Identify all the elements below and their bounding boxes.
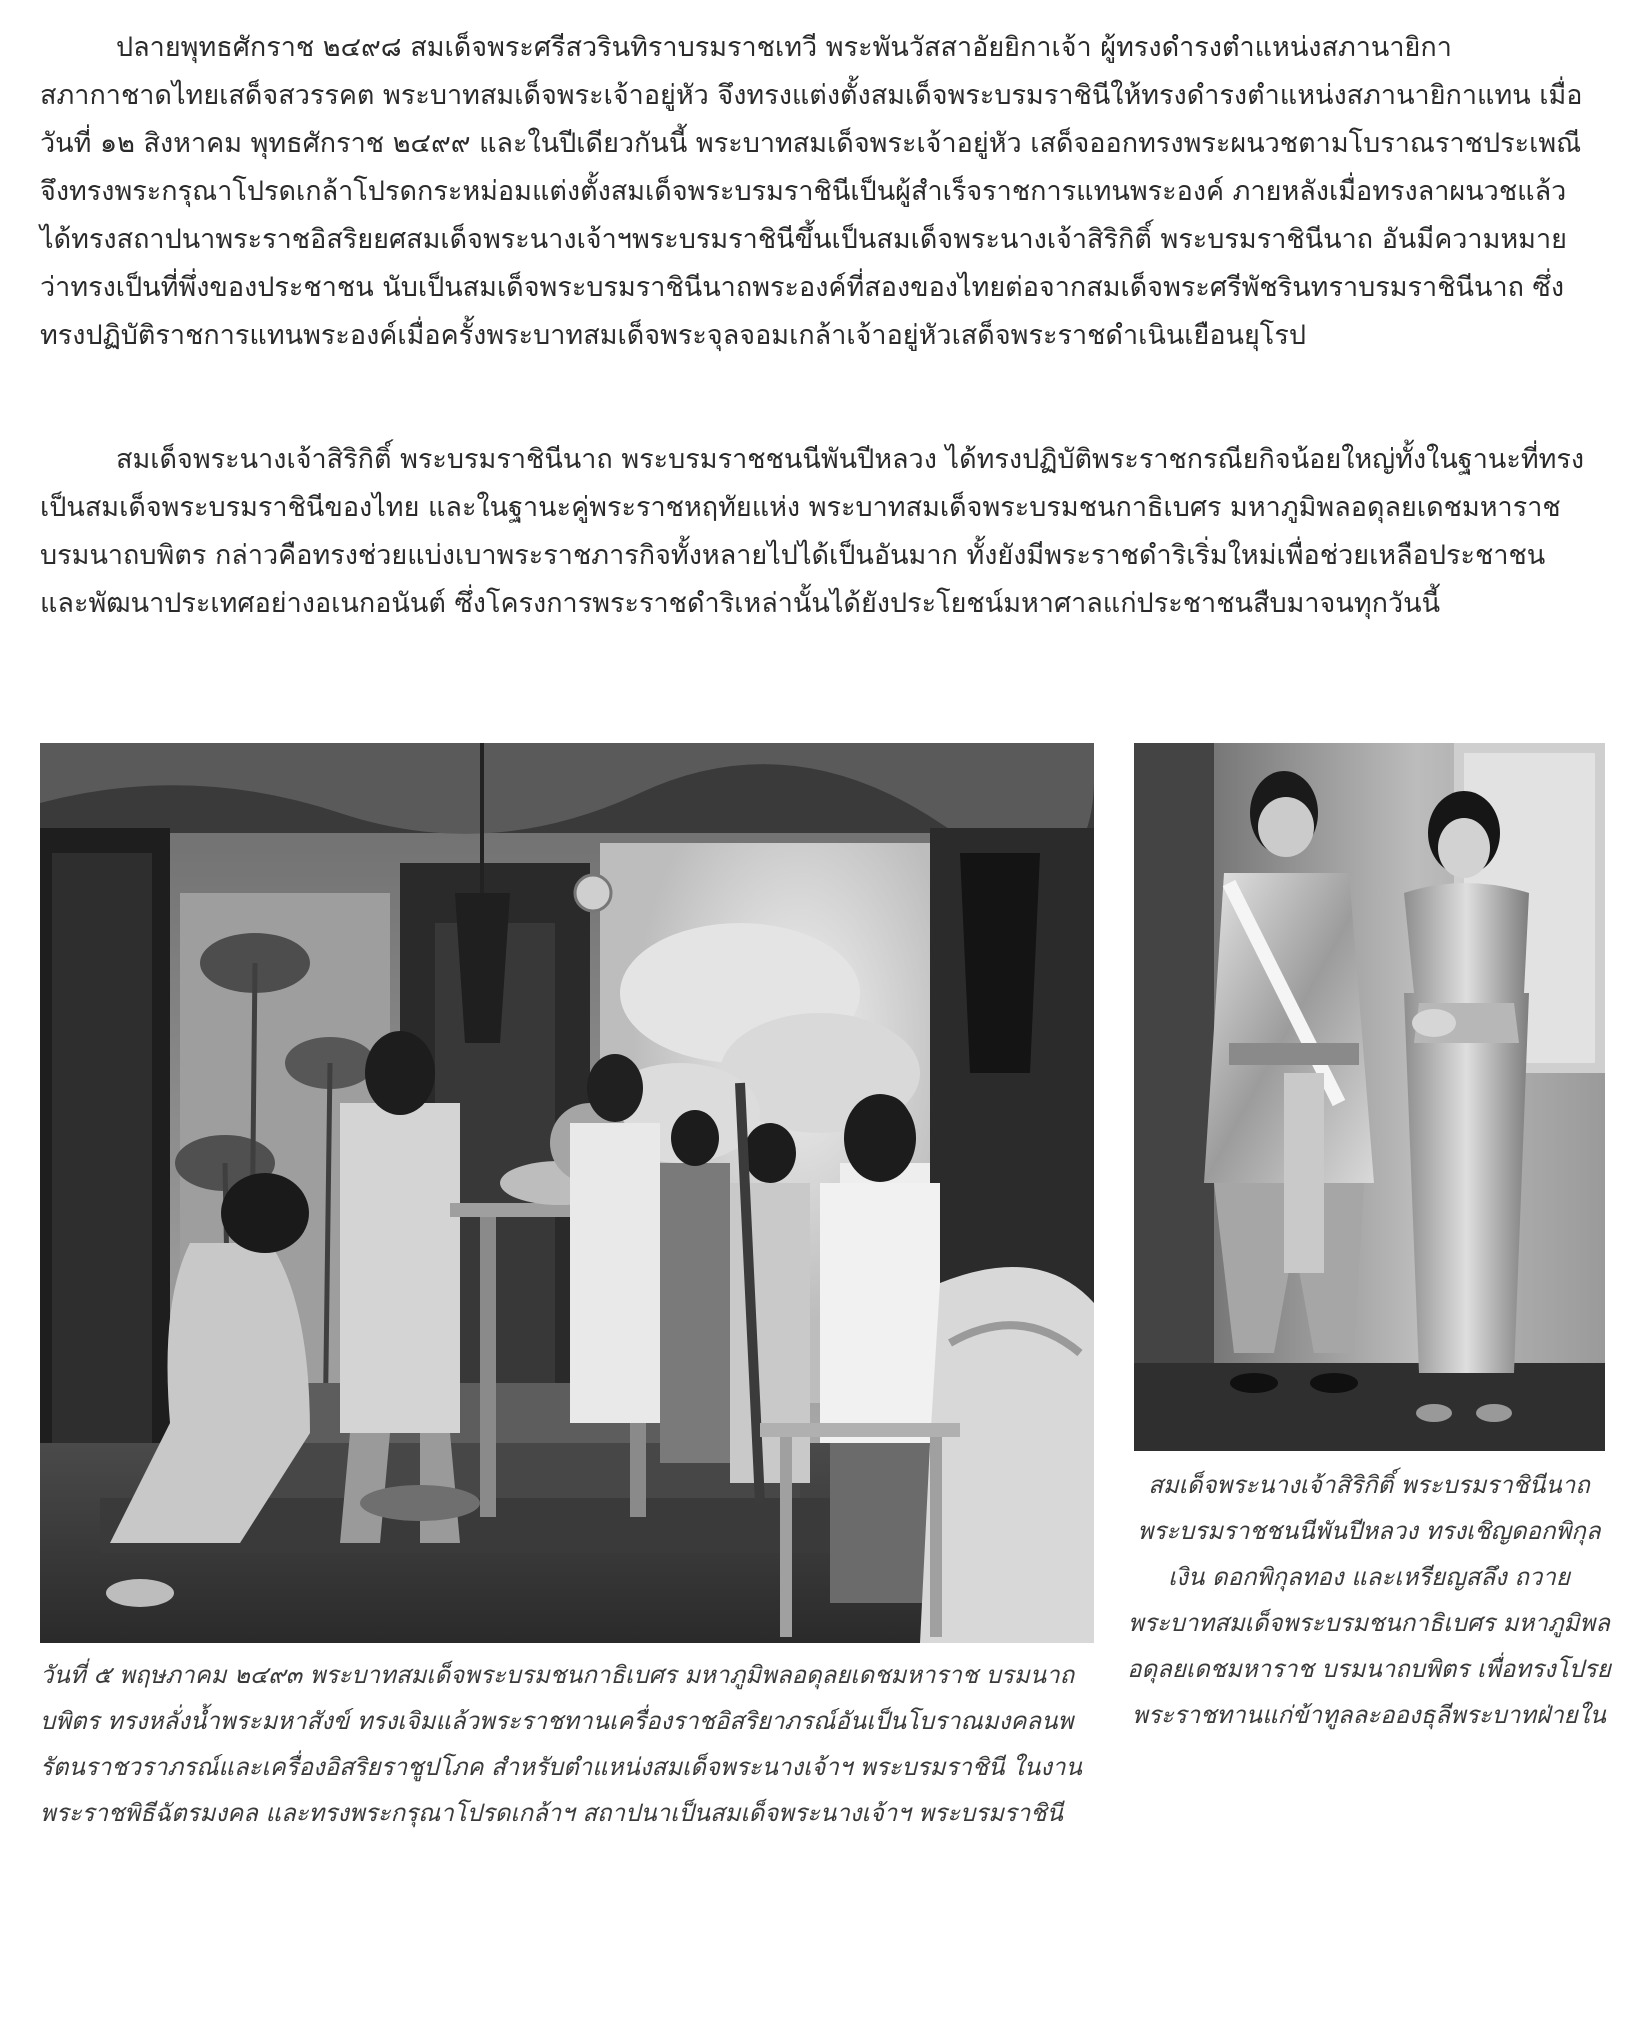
royal-couple-photo-illustration <box>1134 743 1605 1451</box>
paragraph-1 <box>40 24 1590 360</box>
ceremony-photo-caption: วันที่ ๕ พฤษภาคม ๒๔๙๓ พระบาทสมเด็จพระบรมชนกาธิเบศร มหาภูมิพลอดุลยเดชมหาราช บรมนาถบพิตร ทรงหลั่งน้ำพระมหาสังข์ ทรงเจิมแล้วพระราชทานเครื่องราชอิสริยาภรณ์อันเป็นโบราณมงคลนพรัตนราชวราภรณ์และเครื่องอิสริยราชูปโภค สำหรับตำแหน่งสมเด็จพระนางเจ้าฯ พระบรมราชินี ในงานพระราชพิธีฉัตรมงคล และทรงพระกรุณาโปรดเกล้าฯ สถาปนาเป็นสมเด็จพระนางเจ้าฯ พระบรมราชินี <box>40 1661 1082 1827</box>
royal-couple-photo-caption: สมเด็จพระนางเจ้าสิริกิติ์ พระบรมราชินีนาถ พระบรมราชชนนีพันปีหลวง ทรงเชิญดอกพิกุลเงิน ดอกพิกุลทอง และเหรียญสลึง ถวายพระบาทสมเด็จพระบรมชนกาธิเบศร มหาภูมิพลอดุลยเดชมหาราช บรมนาถบพิตร เพื่อทรงโปรยพระราชทานแก่ข้าทูลละอองธุลีพระบาทฝ่ายใน <box>1127 1471 1611 1729</box>
paragraph-1-text: ปลายพุทธศักราช ๒๔๙๘ สมเด็จพระศรีสวรินทิราบรมราชเทวี พระพันวัสสาอัยยิกาเจ้า ผู้ทรงดำรงตำแหน่งสภานายิกาสภากาชาดไทยเสด็จสวรรคต พระบาทสมเด็จพระเจ้าอยู่หัว จึงทรงแต่งตั้งสมเด็จพระบรมราชินีให้ทรงดำรงตำแหน่งสภานายิกาแทน เมื่อวันที่ ๑๒ สิงหาคม พุทธศักราช ๒๔๙๙ และในปีเดียวกันนี้ พระบาทสมเด็จพระเจ้าอยู่หัว เสด็จออกทรงพระผนวชตามโบราณราชประเพณี จึงทรงพระกรุณาโปรดเกล้าโปรดกระหม่อมแต่งตั้งสมเด็จพระบรมราชินีเป็นผู้สำเร็จราชการแทนพระองค์ ภายหลังเมื่อทรงลาผนวชแล้ว ได้ทรงสถาปนาพระราชอิสริยยศสมเด็จพระนางเจ้าฯพระบรมราชินีขึ้นเป็นสมเด็จพระนางเจ้าสิริกิติ์ พระบรมราชินีนาถ อันมีความหมายว่าทรงเป็นที่พึ่งของประชาชน นับเป็นสมเด็จพระบรมราชินีนาถพระองค์ที่สองของไทยต่อจากสมเด็จพระศรีพัชรินทราบรมราชินีนาถ ซึ่งทรงปฏิบัติราชการแทนพระองค์เมื่อครั้งพระบาทสมเด็จพระจุลจอมเกล้าเจ้าอยู่หัวเสด็จพระราชดำเนินเยือนยุโรป <box>40 32 1583 351</box>
ceremony-photo-illustration <box>40 743 1094 1643</box>
paragraph-2-text: สมเด็จพระนางเจ้าสิริกิติ์ พระบรมราชินีนาถ พระบรมราชชนนีพันปีหลวง ได้ทรงปฏิบัติพระราชกรณียกิจน้อยใหญ่ทั้งในฐานะที่ทรงเป็นสมเด็จพระบรมราชินีของไทย และในฐานะคู่พระราชหฤทัยแห่ง พระบาทสมเด็จพระบรมชนกาธิเบศร มหาภูมิพลอดุลยเดชมหาราช บรมนาถบพิตร กล่าวคือทรงช่วยแบ่งเบาพระราชภารกิจทั้งหลายไปได้เป็นอันมาก ทั้งยังมีพระราชดำริเริ่มใหม่เพื่อช่วยเหลือประชาชนและพัฒนาประเทศอย่างอเนกอนันต์ ซึ่งโครงการพระราชดำริเหล่านั้นได้ยังประโยชน์มหาศาลแก่ประชาชนสืบมาจนทุกวันนี้ <box>40 444 1585 619</box>
paragraph-2 <box>40 436 1590 628</box>
ceremony-photo <box>40 743 1094 1643</box>
royal-couple-photo <box>1134 743 1605 1451</box>
